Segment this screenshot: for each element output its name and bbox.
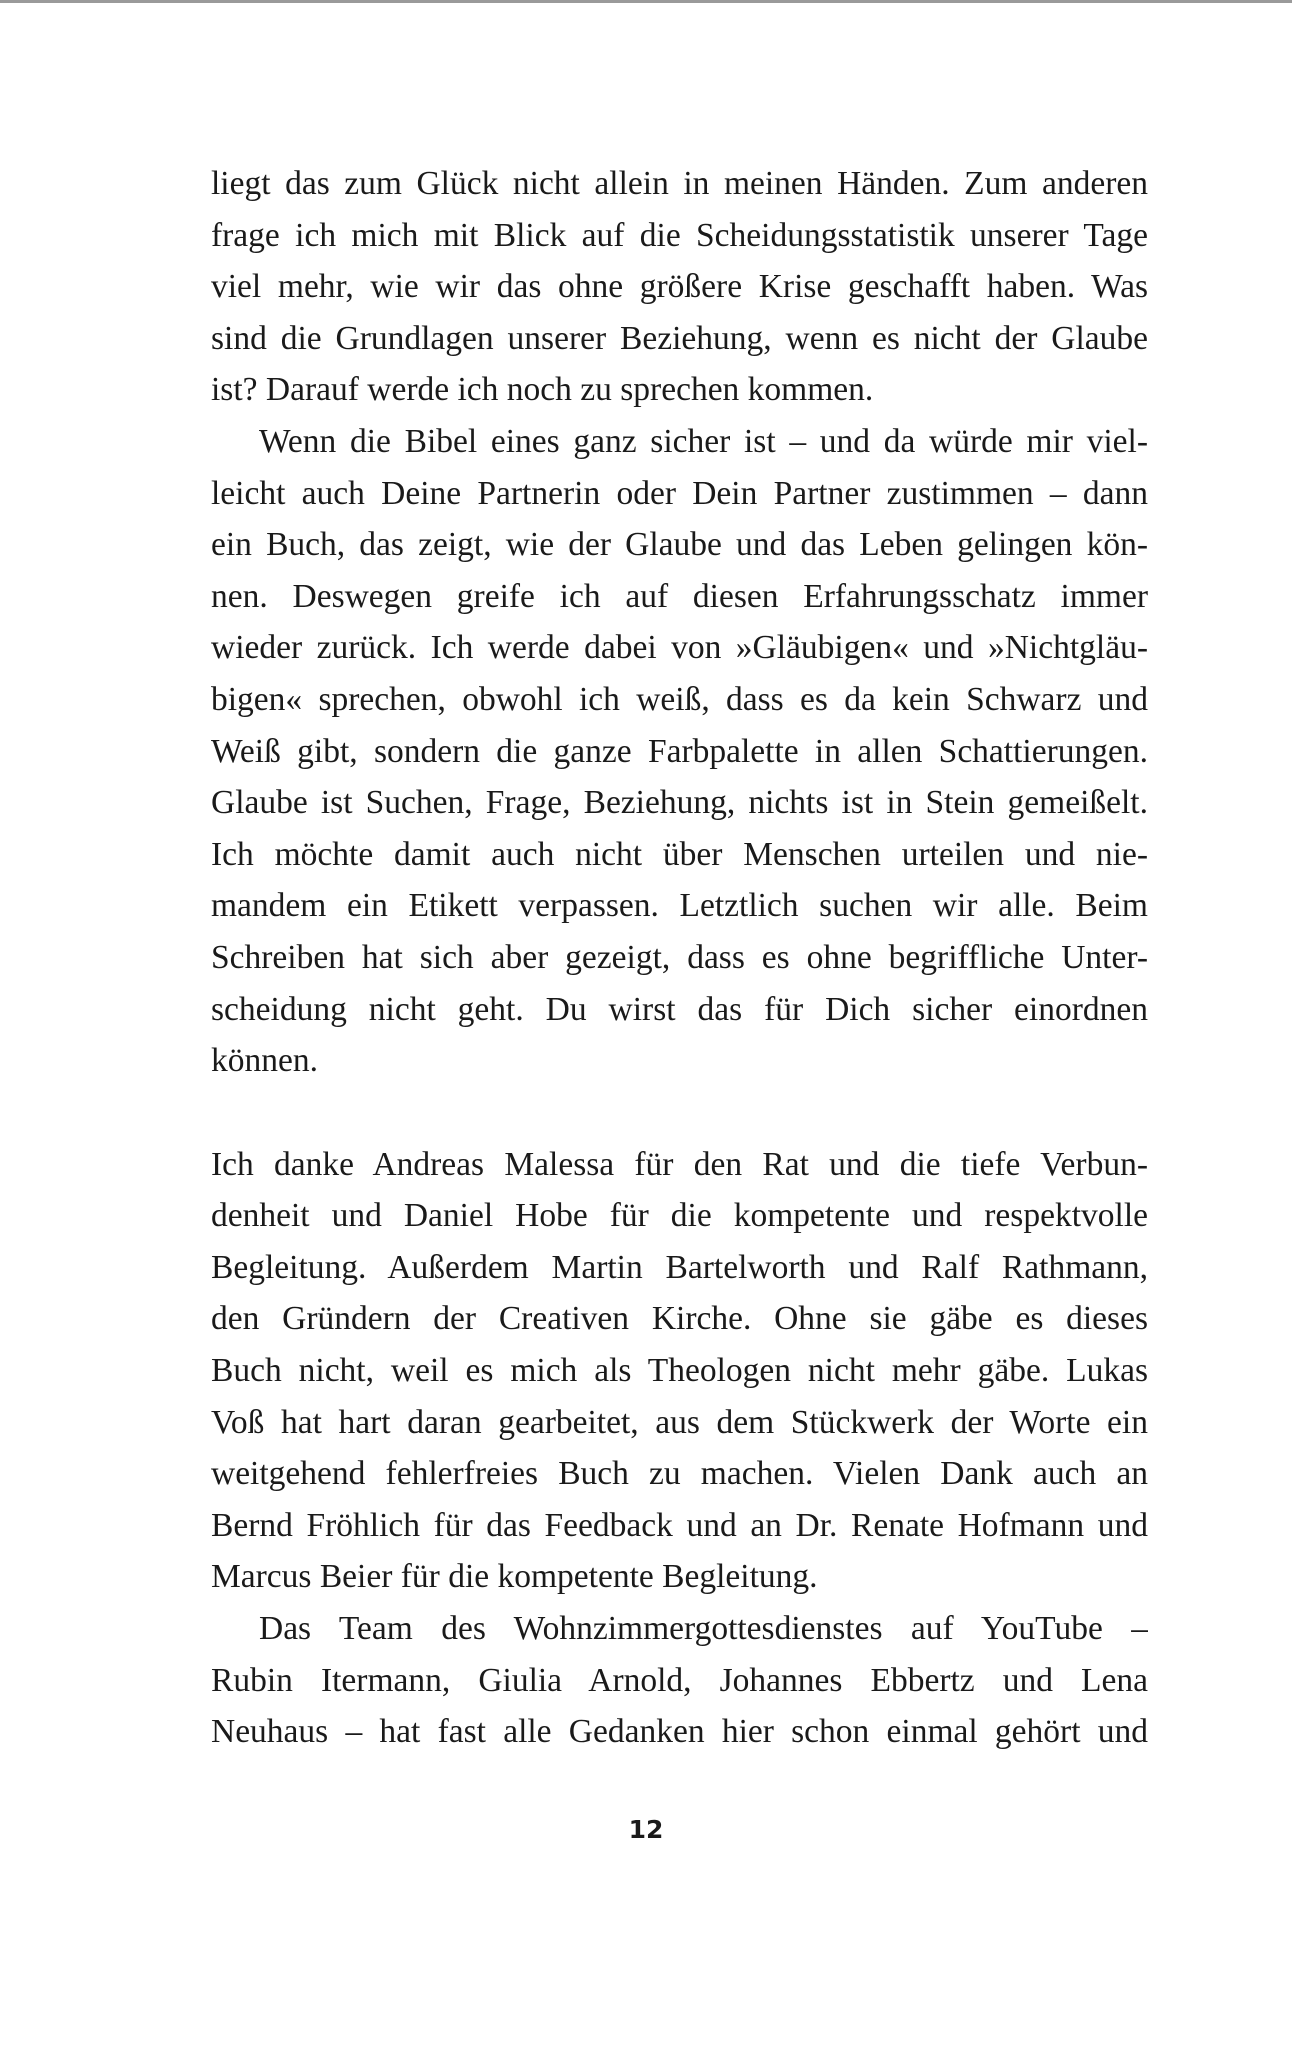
text-line: können. [211,1042,318,1080]
text-line: nen. Deswegen greife ich auf diesen Erfahrungsschatz immer [211,577,1148,615]
text-line: bigen« sprechen, obwohl ich weiß, dass es da kein Schwarz und [211,680,1148,718]
text-line: Voß hat hart daran gearbeitet, aus dem Stückwerk der Worte ein [211,1403,1148,1441]
text-line: Begleitung. Außerdem Martin Bartelworth und Ralf Rathmann, [211,1248,1148,1286]
text-line: Marcus Beier für die kompetente Begleitung. [211,1558,818,1596]
paragraph-1 [211,158,1148,416]
text-line: leicht auch Deine Partnerin oder Dein Partner zustimmen – dann [211,474,1148,512]
text-line: den Gründern der Creativen Kirche. Ohne sie gäbe es dieses [211,1300,1148,1338]
text-line: Das Team des Wohnzimmergottesdienstes auf YouTube – [259,1610,1148,1648]
text-line: wieder zurück. Ich werde dabei von »Gläubigen« und »Nichtgläu- [211,629,1148,667]
text-line: Neuhaus – hat fast alle Gedanken hier schon einmal gehört und [211,1713,1148,1751]
text-line: scheidung nicht geht. Du wirst das für Dich sicher einordnen [211,990,1148,1028]
text-line: Weiß gibt, sondern die ganze Farbpalette in allen Schattierungen. [211,732,1148,770]
paragraph-2 [211,416,1148,1087]
paragraph-3 [211,1139,1148,1603]
text-line: Wenn die Bibel eines ganz sicher ist – und da würde mir viel- [259,422,1148,460]
body-text [211,158,1148,1758]
text-line: Ich danke Andreas Malessa für den Rat und die tiefe Verbun- [211,1145,1148,1183]
text-line: viel mehr, wie wir das ohne größere Krise geschafft haben. Was [211,268,1148,306]
text-line: ein Buch, das zeigt, wie der Glaube und das Leben gelingen kön- [211,526,1148,564]
text-line: Buch nicht, weil es mich als Theologen nicht mehr gäbe. Lukas [211,1352,1148,1390]
text-line: Schreiben hat sich aber gezeigt, dass es ohne begriffliche Unter- [211,938,1148,976]
text-line: sind die Grundlagen unserer Beziehung, wenn es nicht der Glaube [211,319,1148,357]
text-line: ist? Darauf werde ich noch zu sprechen kommen. [211,371,874,409]
text-line: Rubin Itermann, Giulia Arnold, Johannes Ebbertz und Lena [211,1661,1148,1699]
text-line: liegt das zum Glück nicht allein in meinen Händen. Zum anderen [211,165,1148,202]
text-line: frage ich mich mit Blick auf die Scheidungsstatistik unserer Tage [211,216,1148,254]
text-line: weitgehend fehlerfreies Buch zu machen. Vielen Dank auch an [211,1455,1148,1493]
section-gap [211,1087,1148,1139]
text-line: Glaube ist Suchen, Frage, Beziehung, nichts ist in Stein gemeißelt. [211,784,1148,822]
text-line: Bernd Fröhlich für das Feedback und an Dr. Renate Hofmann und [211,1506,1148,1544]
paragraph-4 [211,1603,1148,1758]
text-line: Ich möchte damit auch nicht über Menschen urteilen und nie- [211,835,1148,873]
top-border-rule [0,0,1292,3]
page-number: 12 [628,1815,664,1844]
text-line: denheit und Daniel Hobe für die kompetente und respektvolle [211,1197,1148,1235]
text-line: mandem ein Etikett verpassen. Letztlich suchen wir alle. Beim [211,887,1148,925]
